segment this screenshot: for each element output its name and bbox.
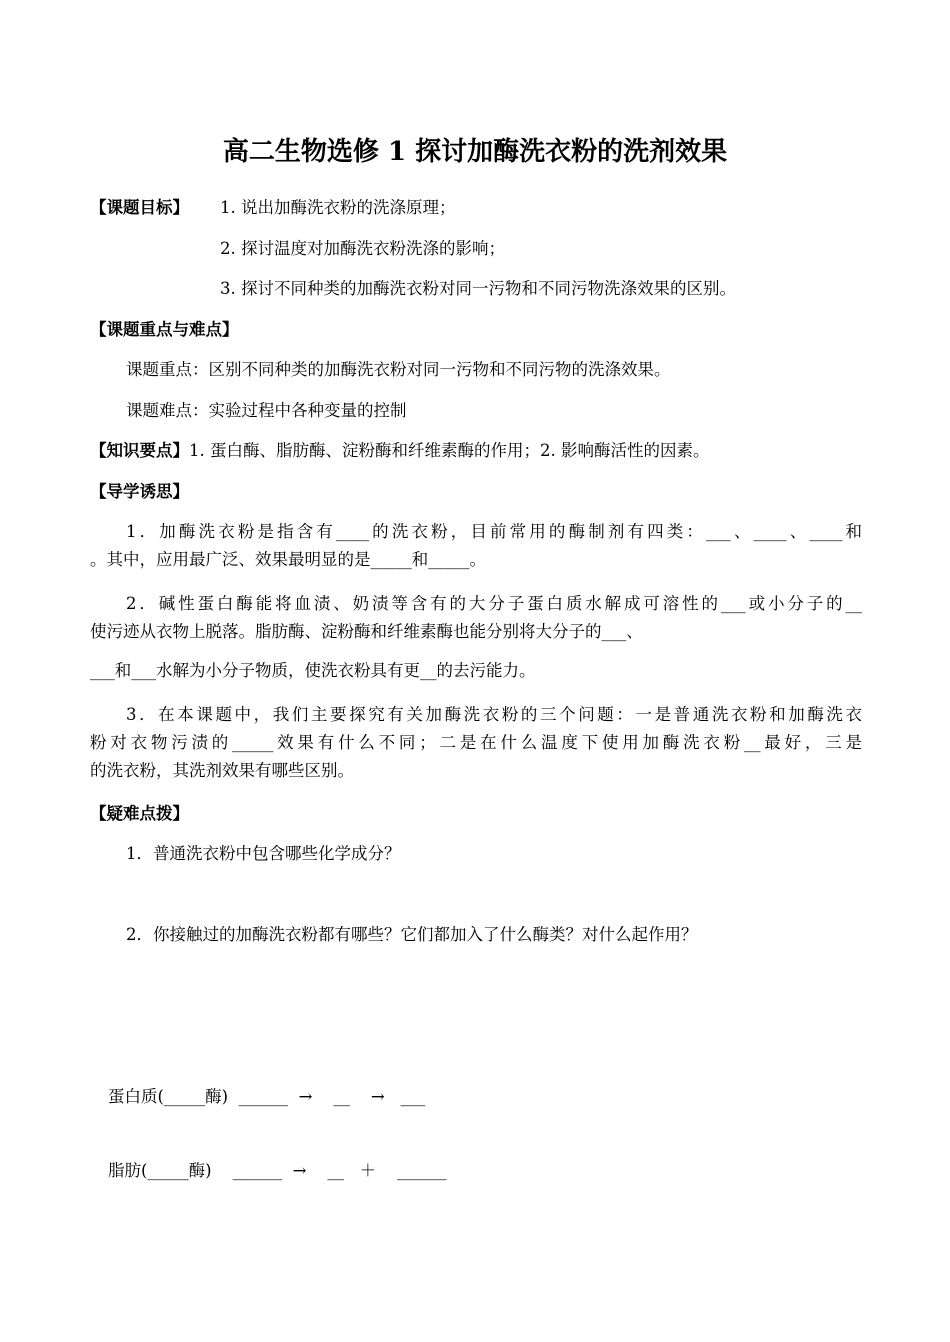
guide-p1-line1: 1．加酶洗衣粉是指含有____的洗衣粉，目前常用的酶制剂有四类：___、____、____和 bbox=[126, 522, 862, 541]
reaction-fat: 脂肪(_____酶) ______ → __ ＋ ______ bbox=[108, 1161, 447, 1180]
guide-p2-line1: 2．碱性蛋白酶能将血渍、奶渍等含有的大分子蛋白质水解成可溶性的___或小分子的__ bbox=[126, 594, 862, 613]
guide-p2-line2: 使污迹从衣物上脱落。脂肪酶、淀粉酶和纤维素酶也能分别将大分子的___、 bbox=[90, 622, 643, 641]
focus-heading: 【课题重点与难点】 bbox=[90, 320, 239, 339]
guide-p3-line1: 3．在本课题中，我们主要探究有关加酶洗衣粉的三个问题：一是普通洗衣粉和加酶洗衣 bbox=[126, 705, 862, 724]
goal-item-2: 2. 探讨温度对加酶洗衣粉洗涤的影响； bbox=[220, 239, 505, 258]
knowledge-text: 1. 蛋白酶、脂肪酶、淀粉酶和纤维素酶的作用；2. 影响酶活性的因素。 bbox=[189, 441, 710, 460]
reaction-protein: 蛋白质(_____酶) ______ → __ → ___ bbox=[108, 1087, 426, 1106]
page-title: 高二生物选修 1 探讨加酶洗衣粉的洗剂效果 bbox=[222, 137, 728, 167]
guide-p1-line2: 。其中，应用最广泛、效果最明显的是_____和_____。 bbox=[90, 550, 486, 569]
question-2: 2．你接触过的加酶洗衣粉都有哪些？它们都加入了什么酶类？对什么起作用？ bbox=[126, 925, 698, 944]
knowledge-line bbox=[90, 440, 709, 462]
question-1: 1．普通洗衣粉中包含哪些化学成分？ bbox=[126, 844, 401, 863]
guide-p2-line3: ___和___水解为小分子物质，使洗衣粉具有更__的去污能力。 bbox=[90, 661, 536, 680]
goal-item-3: 3. 探讨不同种类的加酶洗衣粉对同一污物和不同污物洗涤效果的区别。 bbox=[220, 279, 736, 298]
goal-item-1: 1. 说出加酶洗衣粉的洗涤原理； bbox=[220, 198, 456, 217]
focus-key: 课题重点：区别不同种类的加酶洗衣粉对同一污物和不同污物的洗涤效果。 bbox=[126, 360, 671, 379]
guide-p3-line2: 粉对衣物污渍的_____效果有什么不同；二是在什么温度下使用加酶洗衣粉__最好，三是 bbox=[90, 733, 862, 752]
knowledge-heading: 【知识要点】 bbox=[90, 441, 189, 460]
guide-p3-line3: 的洗衣粉，其洗剂效果有哪些区别。 bbox=[90, 761, 354, 780]
difficult-heading: 【疑难点拨】 bbox=[90, 804, 189, 823]
goals-heading: 【课题目标】 bbox=[90, 198, 189, 217]
focus-difficulty: 课题难点：实验过程中各种变量的控制 bbox=[126, 401, 407, 420]
guide-heading: 【导学诱思】 bbox=[90, 482, 189, 501]
